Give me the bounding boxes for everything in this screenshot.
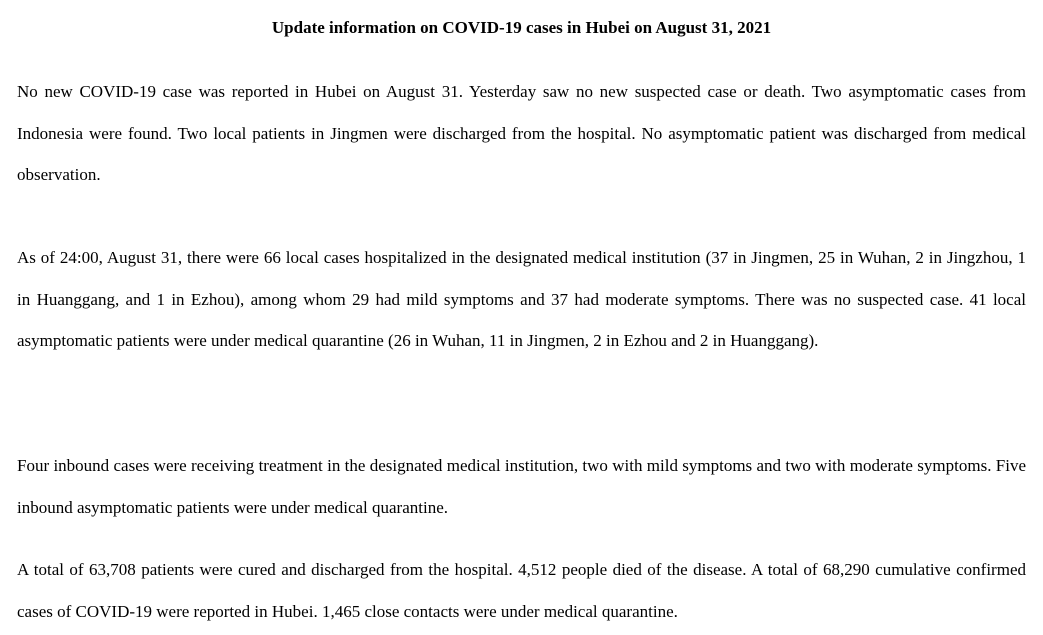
paragraph-local-cases: As of 24:00, August 31, there were 66 local cases hospitalized in the designated medical institution (37 in Jingmen, 25 in Wuhan, 2 in Jingzhou, 1 in Huanggang, and 1 in Ezhou), among whom 29 had mild symptoms and 37 had moderate symptoms. There was no suspected case. 41 local asymptomatic patients were under medical quarantine (26 in Wuhan, 11 in Jingmen, 2 in Ezhou and 2 in Huanggang). — [17, 248, 1026, 350]
paragraph-cumulative-totals: A total of 63,708 patients were cured and discharged from the hospital. 4,512 people died of the disease. A total of 68,290 cumulative confirmed cases of COVID-19 were reported in Hubei. 1,465 close contacts were under medical quarantine. — [17, 560, 1026, 621]
document-title: Update information on COVID-19 cases in Hubei on August 31, 2021 — [271, 18, 772, 37]
paragraph-new-cases: No new COVID-19 case was reported in Hubei on August 31. Yesterday saw no new suspected case or death. Two asymptomatic cases from Indonesia were found. Two local patients in Jingmen were discharged from the hospital. No asymptomatic patient was discharged from medical observation. — [17, 82, 1026, 184]
paragraph-inbound-cases: Four inbound cases were receiving treatment in the designated medical institution, two with mild symptoms and two with moderate symptoms. Five inbound asymptomatic patients were under medical quarantine. — [17, 456, 1026, 517]
